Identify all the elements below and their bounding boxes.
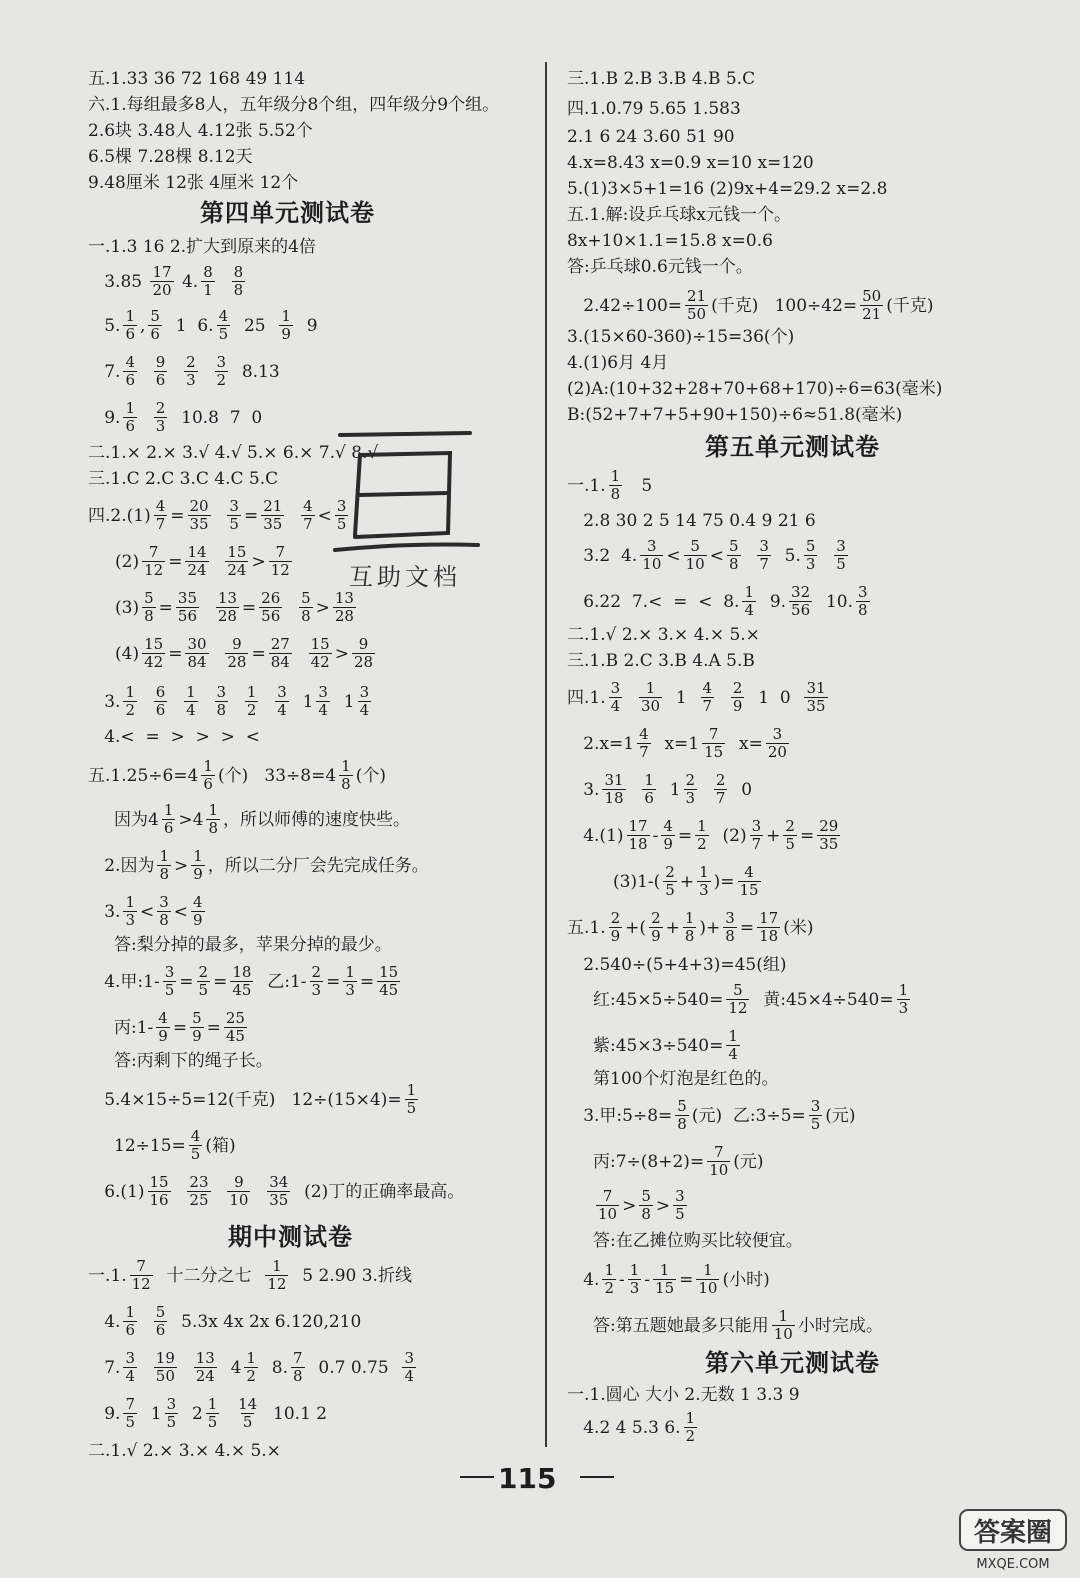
- answer-line: 2.6块 3.48人 4.12张 5.52个: [88, 121, 313, 141]
- answer-line: 红:45×5÷540= $\frac{5}{12}$ 黄:45×4÷540= 1 3: [593, 981, 909, 1017]
- answer-line: 6.5棵 7.28棵 8.12天: [88, 147, 253, 167]
- answer-line: 五.1.25÷6=4 1 6 (个) 33÷8=4 1 8 (个): [88, 757, 386, 793]
- answer-line: 9. 7 5 1 3 5 2 1 5 14 5 10.1 2: [88, 1395, 328, 1431]
- answer-line: 3.(15×60-360)÷15=36(个): [567, 327, 795, 347]
- answer-line: (4) 15 42 = 30 84 9 28 = 27 84 15 42 > 9 28: [88, 635, 374, 671]
- answer-line: 五.1.解:设乒乓球x元钱一个。: [567, 205, 791, 225]
- site-logo: [958, 1508, 1068, 1574]
- answer-line: 三.1.B 2.C 3.B 4.A 5.B: [567, 651, 755, 671]
- answer-line: 4.(1) 17 18 - 4 9 = 1 2 (2) 3 7 + 2 5 = 29 35: [567, 817, 839, 853]
- answer-line: 五.1.33 36 72 168 49 114: [88, 69, 306, 89]
- answer-line: 丙:7÷(8+2)= $\frac{7}{10}$ (元): [593, 1143, 764, 1179]
- answer-line: 3. 1 3 < 3 8 < 4 9: [88, 893, 203, 929]
- page-number: 115: [498, 1462, 557, 1495]
- section-title-midterm: 期中测试卷: [228, 1222, 353, 1251]
- answer-line: (3)1-( 2 5 + 1 3 )= 4 15: [613, 863, 759, 899]
- answer-line: 2.42÷100= $\frac{21}{50}$ (千克) 100÷42= 50 21 (千克): [567, 287, 934, 323]
- answer-line: 六.1.每组最多8人，五年级分8个组，四年级分9个组。: [88, 95, 500, 115]
- answer-line: 四.2.(1) 4 7 = 20 35 3 5 = 21 35 4 7 < 3 5: [88, 497, 347, 533]
- answer-line: 三.1.C 2.C 3.C 4.C 5.C: [88, 469, 279, 489]
- answer-line: 4.2 4 5.3 6. 1 2: [583, 1409, 696, 1445]
- answer-line: 四.1. 3 4 1 30 1 4 7 2 9 1 0 31 35: [567, 679, 826, 715]
- answer-line: 2.1 6 24 3.60 51 90: [567, 127, 735, 147]
- answer-line: 3.甲:5÷8= $\frac{5}{8}$ (元) 乙:3÷5= 3 5 (元): [567, 1097, 856, 1133]
- svg-text:MXQE.COM: MXQE.COM: [976, 1557, 1050, 1572]
- answer-line: 2.x=1 4 7 x=1 7 15 x= 3 20: [567, 725, 787, 761]
- answer-line: 4.甲:1- 3 5 = 2 5 = 18 45 乙:1- 2 3 = 1 3 = 15 45: [88, 963, 399, 999]
- answer-line: 一.1.圆心 大小 2.无数 1 3.3 9: [567, 1385, 800, 1405]
- answer-line: 答:第五题她最多只能用 1 10 小时完成。: [593, 1307, 883, 1343]
- answer-line: 五.1. 2 9 +( 2 9 + 1 8 )+ 3 8 = 17 18 (米): [567, 909, 814, 945]
- answer-line: 9. 1 6 2 3 10.8 7 0: [88, 399, 263, 435]
- answer-line: 7 10 > 5 8 > 3 5: [598, 1187, 685, 1223]
- page-number-dash: [580, 1476, 614, 1478]
- section-title-unit5: 第五单元测试卷: [705, 432, 880, 461]
- answer-line: 4.x=8.43 x=0.9 x=10 x=120: [567, 153, 814, 173]
- answer-line: 三.1.B 2.B 3.B 4.B 5.C: [567, 69, 756, 89]
- answer-line: 答:丙剩下的绳子长。: [114, 1051, 273, 1071]
- answer-line: (3) 5 8 = 35 56 13 28 = 26 56 5 8 > 13 28: [88, 589, 354, 625]
- answer-line: 二.1.√ 2.× 3.× 4.× 5.×: [88, 1441, 281, 1461]
- answer-line: 一.1.3 16 2.扩大到原来的4倍: [88, 237, 316, 257]
- answer-line: 答:梨分掉的最多，苹果分掉的最少。: [114, 935, 392, 955]
- answer-line: 4. 1 2 - 1 3 - 1 15 = 1 10 (小时): [567, 1261, 770, 1297]
- watermark-text: 互助文档: [349, 563, 461, 591]
- answer-line: 二.1.√ 2.× 3.× 4.× 5.×: [567, 625, 760, 645]
- answer-line: 5.(1)3×5+1=16 (2)9x+4=29.2 x=2.8: [567, 179, 888, 199]
- answer-line: 二.1.× 2.× 3.√ 4.√ 5.× 6.× 7.√ 8.√: [88, 443, 379, 463]
- answer-line: 四.1.0.79 5.65 1.583: [567, 99, 741, 119]
- answer-line: 12÷15= $\frac{4}{5}$ (箱): [114, 1127, 236, 1163]
- column-divider: [545, 62, 547, 1447]
- answer-line: 7. 3 4 19 50 13 24 4 1 2 8. 7 8 0.7 0.75 3 4: [88, 1349, 415, 1385]
- answer-line: 4.(1)6月 4月: [567, 353, 669, 373]
- answer-line: 4. 1 6 5 6 5.3x 4x 2x 6.120,210: [88, 1303, 362, 1339]
- answer-line: (2)A:(10+32+28+70+68+170)÷6=63(毫米): [567, 379, 943, 399]
- answer-line: 6.(1) 15 16 23 25 9 10 34 35 (2)丁的正确率最高。: [88, 1173, 465, 1209]
- section-title-unit6: 第六单元测试卷: [705, 1348, 880, 1377]
- answer-line: 答:在乙摊位购买比较便宜。: [593, 1231, 803, 1251]
- answer-line: 3. 1 2 6 6 1 4 3 8 1 2 3 4 1 3 4 1 3 4: [88, 683, 370, 719]
- section-title-unit4: 第四单元测试卷: [200, 198, 375, 227]
- page-number-dash: [460, 1476, 494, 1478]
- answer-line: 答:乒乓球0.6元钱一个。: [567, 257, 753, 277]
- answer-line: 6.22 7.< = < 8. 1 4 9. 32 56 10. 3 8: [567, 583, 868, 619]
- answer-line: 3.2 4. 3 10 < 5 10 < 5 8 3 7 5. 5 3 3 5: [567, 537, 846, 573]
- answer-line: 第100个灯泡是红色的。: [593, 1069, 779, 1089]
- answer-line: 2.因为 1 8 > 1 9 ，所以二分厂会先完成任务。: [104, 847, 429, 883]
- answer-line: 4.< = > > > <: [88, 727, 260, 747]
- watermark-stamp: [330, 425, 480, 600]
- answer-line: 2.8 30 2 5 14 75 0.4 9 21 6: [583, 511, 816, 531]
- answer-line: 7. 4 6 9 6 2 3 3 2 8.13: [88, 353, 280, 389]
- answer-line: 3. 31 18 1 6 1 2 3 2 7 0: [567, 771, 753, 807]
- svg-text:答案圈: 答案圈: [973, 1518, 1053, 1548]
- answer-line: 一.1. 7 12 十二分之七 1 12 5 2.90 3.折线: [88, 1257, 412, 1293]
- answer-line: 紫:45×3÷540= $\frac{1}{4}$: [593, 1027, 738, 1063]
- answer-line: 一.1. 1 8 5: [567, 467, 653, 503]
- answer-line: 丙:1- 4 9 = 5 9 = 25 45: [114, 1009, 245, 1045]
- answer-line: 3.85 17 20 4. 8 1 8 8: [104, 263, 244, 299]
- answer-line: 5. 1 6 , 5 6 1 6. 4 5 25 1 9 9: [88, 307, 318, 343]
- answer-line: (2) 7 12 = 14 24 15 24 > 7 12: [88, 543, 290, 579]
- answer-line: 9.48厘米 12张 4厘米 12个: [88, 173, 299, 193]
- answer-line: 因为4 1 6 >4 1 8 ，所以师傅的速度快些。: [114, 801, 410, 837]
- answer-line: 8x+10×1.1=15.8 x=0.6: [567, 231, 773, 251]
- answer-line: 5.4×15÷5=12(千克) 12÷(15×4)= $\frac{1}{5}$: [88, 1081, 417, 1117]
- answer-line: B:(52+7+7+5+90+150)÷6≈51.8(毫米): [567, 405, 903, 425]
- answer-line: 2.540÷(5+4+3)=45(组): [583, 955, 787, 975]
